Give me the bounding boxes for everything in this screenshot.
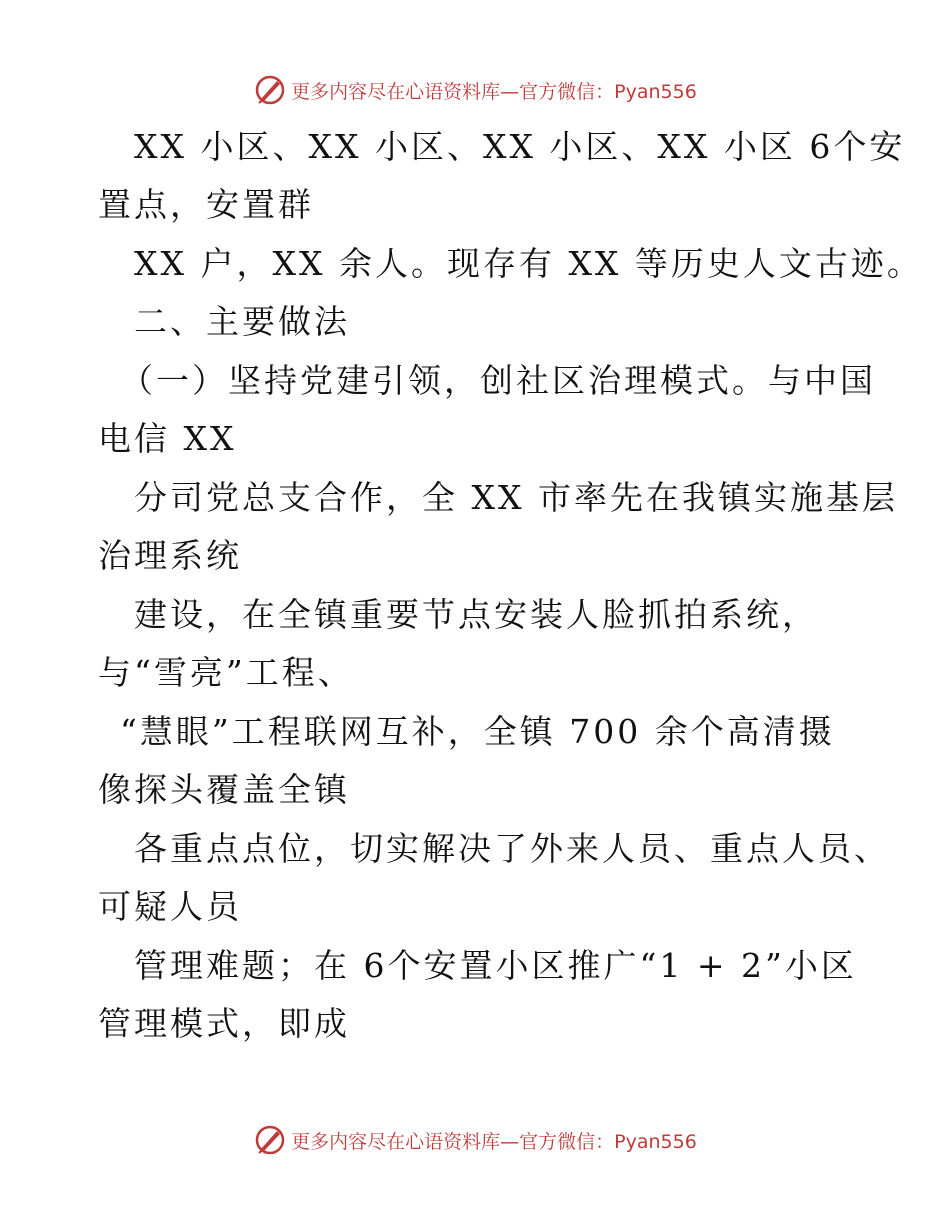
body-line-13: 各重点点位，切实解决了外来人员、重点人员、 [134, 829, 890, 868]
footer-banner-text: 更多内容尽在心语资料库—官方微信：Pyan556 [291, 1130, 697, 1153]
body-line-2: 置点，安置群 [98, 185, 314, 224]
pen-logo-icon [253, 1123, 287, 1157]
body-line-11: “慧眼”工程联网互补，全镇 700 余个高清摄 [120, 712, 835, 751]
body-line-16: 管理模式，即成 [98, 1004, 350, 1043]
header-banner [0, 70, 950, 110]
section-heading: 二、主要做法 [134, 302, 350, 341]
body-line-3: XX 户，XX 余人。现存有 XX 等历史人文古迹。 [134, 244, 923, 283]
pen-logo-icon [253, 73, 287, 107]
body-line-15: 管理难题；在 6个安置小区推广“1 + 2”小区 [134, 946, 857, 985]
header-banner-text: 更多内容尽在心语资料库—官方微信：Pyan556 [291, 80, 697, 103]
body-line-9: 建设，在全镇重要节点安装人脸抓拍系统， [134, 595, 818, 634]
body-line-12: 像探头覆盖全镇 [98, 770, 350, 809]
body-line-5: （一）坚持党建引领，创社区治理模式。与中国 [120, 361, 876, 400]
footer-banner [0, 1120, 950, 1160]
body-line-1: XX 小区、XX 小区、XX 小区、XX 小区 6个安 [134, 127, 906, 166]
body-line-6: 电信 XX [98, 419, 237, 458]
body-line-8: 治理系统 [98, 536, 242, 575]
body-line-10: 与“雪亮”工程、 [98, 653, 354, 692]
body-line-14: 可疑人员 [98, 887, 242, 926]
body-line-7: 分司党总支合作，全 XX 市率先在我镇实施基层 [134, 478, 898, 517]
